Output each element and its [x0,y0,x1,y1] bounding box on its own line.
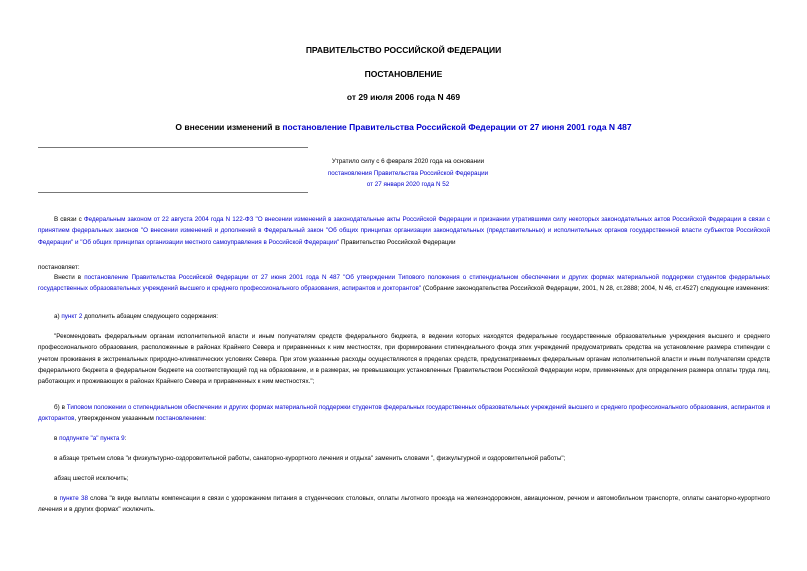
resolution-link[interactable]: постановлением [155,415,205,423]
paragraph-delete: абзац шестой исключить; [54,475,129,482]
item-a-text-a: а) [54,313,62,320]
point-38-text-b: слова "в виде выплаты компенсации в связи с удорожанием питания в студенческих столовых, оплаты льготного проезда на железнодорожном, авиационном, речном и автомобильном транспорте, оплаты санаторно-курортного лечения и в других формах" исключить. [38,495,770,514]
point-9-link[interactable]: пункта 9 [100,435,125,442]
amend-text-b: (Собрание законодательства Российской Федерации, 2001, N 28, ст.2888; 2004, N 46, ст.4527) следующие изменения: [421,285,770,293]
resolution-487-link[interactable]: постановление Правительства Российской Федерации от 27 июня 2001 года N 487 "Об утверждении Типового положения о стипендиальном обеспечении и других формах материальной поддержки студентов федеральных государственных образовательных учреждений высшего и среднего профессионального образования, аспирантов и докторантов" [38,274,771,293]
federal-law-link[interactable]: Федеральным законом от 22 августа 2004 года N 122-ФЗ "О внесении изменений в законодательные акты Российской Федерации и признании утратившими силу некоторых законодательных актов Российской Федерации в связи с принятием федеральных законов "О внесении изменений и дополнений в Федеральный закон "Об общих принципах организации законодательных (представительных) и исполнительных органов государственной власти субъектов Российской Федерации" и "Об общих принципах организации местного самоуправления в Российской Федерации" [38,216,770,246]
paragraph-item-a [38,311,770,322]
point-38-link[interactable]: пункте 38 [59,495,88,502]
typical-regulation-link[interactable]: Типовом положении о стипендиальном обеспечении и других формах материальной поддержки студентов федеральных государственных образовательных учреждений высшего и среднего профессионального образования, аспирантов и докторантов [38,404,770,423]
separator-top [38,147,308,148]
amend-text-a: Внести в [54,274,85,281]
government-name: ПРАВИТЕЛЬСТВО РОССИЙСКОЙ ФЕДЕРАЦИИ [305,45,502,55]
title-link[interactable]: постановление Правительства Российской Федерации от 27 июня 2001 года N 487 [282,122,632,132]
paragraph-replace: в абзаце третьем слова "и физкультурно-оздоровительной работы, санаторно-курортного лечения и отдыха" заменить словами ", физкультурной и оздоровительной работы"; [54,455,566,462]
status-note-link2[interactable]: от 27 января 2020 года N 52 [366,181,450,188]
paragraph-amend [38,272,770,295]
status-note [308,156,508,191]
point-38-text-a: в [54,495,60,502]
status-note-line1: Утратило силу с 6 февраля 2020 года на основании [331,158,485,165]
paragraph-resolves: постановляет: [38,264,80,271]
title-prefix: О внесении изменений в [175,122,283,132]
separator-bottom [38,192,308,193]
item-b-text-a: б) в [54,404,67,411]
paragraph-quote: "Рекомендовать федеральным органам исполнительной власти и иным получателям средств федерального бюджета, в ведении которых находятся федеральные государственные образовательные учреждения высшего и среднего профессионального образования, расположенные в районах Крайнего Севера и приравненных к ним местностях, при формировании стипендиального фонда этих учреждений предусматривать средства на установление размера стипендии с учетом проживания в экстремальных природно-климатических условиях Севера. При этом указанные расходы осуществляются в пределах средств, предусматриваемых федеральным органам исполнительной власти и иным получателям средств федерального бюджета в федеральном бюджете на соответствующий год на образование, и в размерах, не превышающих установленных Правительством Российской Федерации норм, применяемых для определения размера оплаты труда лиц, работающих и проживающих в районах Крайнего Севера и приравненных к ним местностях."; [38,333,770,386]
preamble-text-a: В связи с [54,216,84,223]
document-date-number: от 29 июля 2006 года N 469 [346,92,461,102]
paragraph-preamble [38,214,770,248]
point-2-link[interactable]: пункт 2 [61,313,83,320]
status-note-link1[interactable]: постановления Правительства Российской Федерации [327,169,489,177]
subpoint-a-link[interactable]: подпункте "а" [59,435,99,442]
item-b-text-c: : [204,415,206,423]
subpoint-text-c: : [124,435,127,442]
item-b-text-b: , утвержденном указанным [74,415,156,423]
document-title [0,122,807,132]
paragraph-point-38 [38,493,770,516]
subpoint-text-a: в [54,435,60,442]
preamble-text-b: Правительство Российской Федерации [339,238,456,246]
paragraph-item-b [38,402,770,425]
item-a-text-b: дополнить абзацем следующего содержания: [82,313,219,320]
paragraph-subpoint [38,433,770,444]
document-type: ПОСТАНОВЛЕНИЕ [364,69,443,79]
